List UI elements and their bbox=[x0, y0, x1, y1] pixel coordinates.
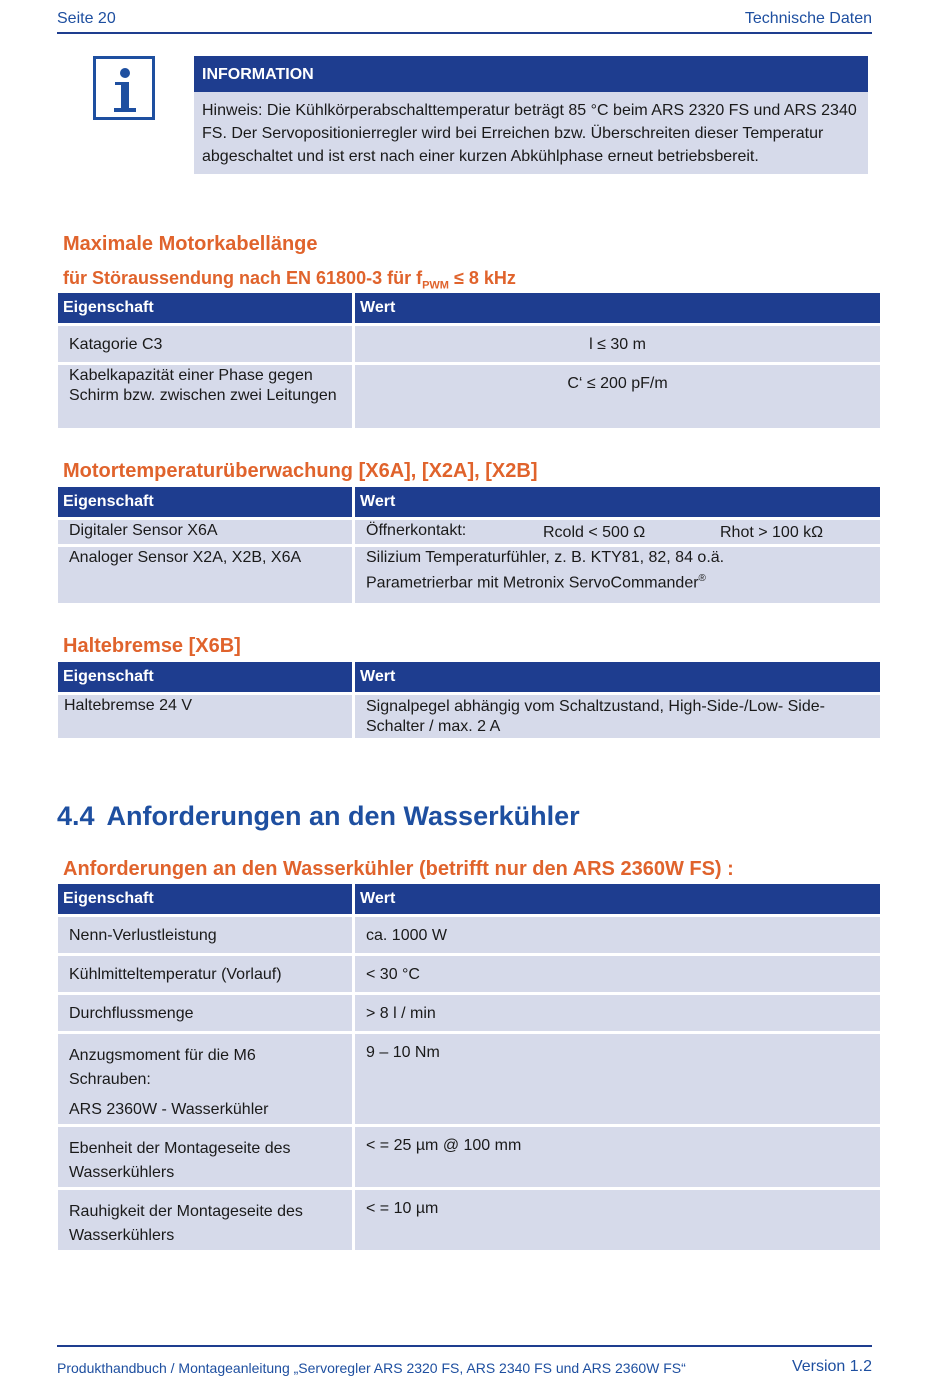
motortemp-heading: Motortemperaturüberwachung [X6A], [X2A], [X2B] bbox=[63, 460, 538, 482]
table-row bbox=[58, 1031, 880, 1124]
wasserkuehler-subheading: Anforderungen an den Wasserkühler (betrifft nur den ARS 2360W FS) : bbox=[63, 858, 734, 880]
info-icon bbox=[93, 56, 155, 120]
motorkabel-table bbox=[58, 293, 880, 428]
table-row bbox=[58, 1124, 880, 1187]
property-cell: Kabelkapazität einer Phase gegen Schirm bzw. zwischen zwei Leitungen bbox=[69, 367, 337, 404]
property-cell: Analoger Sensor X2A, X2B, X6A bbox=[69, 549, 302, 566]
column-header: Wert bbox=[352, 487, 880, 517]
property-cell: Durchflussmenge bbox=[69, 1005, 194, 1022]
document-title: Produkthandbuch / Montageanleitung „Servoregler ARS 2320 FS, ARS 2340 FS und ARS 2360W FS“ bbox=[57, 1360, 686, 1376]
table-row bbox=[58, 544, 880, 603]
value-cell: Signalpegel abhängig vom Schaltzustand, High-Side-/Low- Side-Schalter / max. 2 A bbox=[366, 698, 825, 735]
information-title: INFORMATION bbox=[194, 56, 868, 92]
version-label: Version 1.2 bbox=[791, 1358, 872, 1375]
property-cell: Digitaler Sensor X6A bbox=[69, 522, 218, 539]
column-header: Wert bbox=[352, 662, 880, 692]
property-cell: Rauhigkeit der Montageseite des Wasserkühlers bbox=[69, 1203, 303, 1244]
table-row bbox=[58, 992, 880, 1031]
value-cell: < = 10 µm bbox=[366, 1200, 439, 1217]
value-cell: Silizium Temperaturfühler, z. B. KTY81, 82, 84 o.ä. Parametrierbar mit Metronix ServoCommander® bbox=[366, 549, 725, 592]
property-cell: Anzugsmoment für die M6 Schrauben: ARS 2360W - Wasserkühler bbox=[69, 1047, 269, 1118]
page-header bbox=[57, 10, 872, 34]
table-row bbox=[58, 953, 880, 992]
bremse-heading: Haltebremse [X6B] bbox=[63, 635, 241, 657]
column-header: Eigenschaft bbox=[58, 884, 352, 914]
column-header: Wert bbox=[352, 293, 880, 323]
motortemp-table bbox=[58, 487, 880, 603]
wasserkuehler-table bbox=[58, 884, 880, 1250]
value-cell: ca. 1000 W bbox=[366, 927, 447, 944]
column-header: Eigenschaft bbox=[58, 487, 352, 517]
value-cell: C‘ ≤ 200 pF/m bbox=[567, 375, 668, 392]
table-row bbox=[58, 692, 880, 738]
value-cell: Öffnerkontakt: Rcold < 500 Ω Rhot > 100 kΩ bbox=[366, 522, 824, 541]
value-cell: < = 25 µm @ 100 mm bbox=[366, 1137, 522, 1154]
column-header: Eigenschaft bbox=[58, 293, 352, 323]
information-box bbox=[194, 56, 868, 174]
page-number: Seite 20 bbox=[57, 10, 116, 27]
motorkabel-subheading: für Störaussendung nach EN 61800-3 für $f_{PWM} \le 8$ kHz bbox=[63, 268, 516, 292]
value-cell: 9 – 10 Nm bbox=[366, 1044, 440, 1061]
information-text: Hinweis: Die Kühlkörperabschalttemperatur beträgt 85 °C beim ARS 2320 FS und ARS 2340 FS. Der Servopositionierregler wird bei Erreichen bzw. Überschreiten dieser Temperatur abgeschaltet und ist erst nach einer kurzen Abkühlphase erneut betriebsbereit. bbox=[194, 92, 868, 174]
section-heading: 4.4 Anforderungen an den Wasserkühler bbox=[57, 801, 580, 831]
column-header: Wert bbox=[352, 884, 880, 914]
table-row bbox=[58, 517, 880, 544]
column-header: Eigenschaft bbox=[58, 662, 352, 692]
section-name: Technische Daten bbox=[744, 10, 872, 27]
property-cell: Ebenheit der Montageseite des Wasserkühlers bbox=[69, 1140, 291, 1181]
property-cell: Haltebremse 24 V bbox=[64, 697, 193, 714]
motorkabel-heading: Maximale Motorkabellänge bbox=[63, 233, 318, 255]
table-row bbox=[58, 914, 880, 953]
page-footer bbox=[57, 1345, 872, 1376]
property-cell: Nenn-Verlustleistung bbox=[69, 927, 217, 944]
table-row bbox=[58, 362, 880, 428]
table-row bbox=[58, 323, 880, 362]
table-row bbox=[58, 1187, 880, 1250]
value-cell: < 30 °C bbox=[366, 966, 420, 983]
property-cell: Katagorie C3 bbox=[69, 336, 163, 353]
property-cell: Kühlmitteltemperatur (Vorlauf) bbox=[69, 966, 282, 983]
value-cell: l ≤ 30 m bbox=[589, 336, 646, 353]
bremse-table bbox=[58, 662, 880, 738]
value-cell: > 8 l / min bbox=[366, 1005, 436, 1022]
